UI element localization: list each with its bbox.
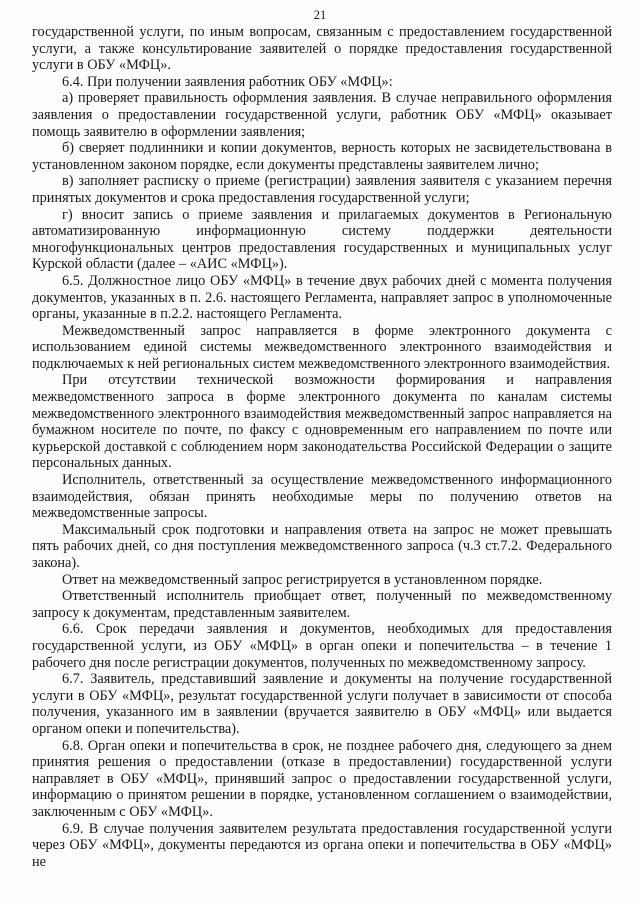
paragraph-6-4-v: в) заполняет расписку о приеме (регистрации) заявления заявителя с указанием перечня принятых документов и срока предоставления государственной услуги; bbox=[32, 173, 612, 206]
paragraph-response-registration: Ответ на межведомственный запрос регистрируется в установленном порядке. bbox=[62, 571, 543, 588]
paragraph-response-attachment: Ответственный исполнитель приобщает ответ, полученный по межведомственному запросу к документам, представленным заявителем. bbox=[32, 588, 612, 621]
paragraph-6-4-g: г) вносит запись о приеме заявления и прилагаемых документов в Региональную автоматизированную информационную систему поддержки деятельности многофункциональных центров предоставления государственных и муниципальных услуг Курской области (далее – «АИС «МФЦ»). bbox=[32, 206, 612, 273]
paragraph-6-5: 6.5. Должностное лицо ОБУ «МФЦ» в течение двух рабочих дней с момента получения документов, указанных в п. 2.6. настоящего Регламента, направляет запрос в уполномоченные органы, указанные в п.2.2. настоящего Регламента. bbox=[32, 272, 612, 323]
page-number: 21 bbox=[313, 8, 327, 22]
paragraph-6-4: 6.4. При получении заявления работник ОБУ «МФЦ»: bbox=[62, 73, 393, 90]
paragraph-6-4-a: а) проверяет правильность оформления заявления. В случае неправильного оформления заявления о предоставлении государственной услуги, работник ОБУ «МФЦ» оказывает помощь заявителю в оформлении заявления; bbox=[32, 90, 612, 140]
document-body bbox=[32, 24, 612, 870]
paragraph-executor-duty: Исполнитель, ответственный за осуществление межведомственного информационного взаимодействия, обязан принять необходимые меры по получению ответов на межведомственные запросы. bbox=[32, 472, 612, 522]
paragraph-paper-request: При отсутствии технической возможности формирования и направления межведомственного запроса в форме электронного документа по каналам системы межведомственного электронного взаимодействия межведомственный запрос направляется на бумажном носителе по почте, по факсу с одновременным его направлением по почте или курьерской доставкой с соблюдением норм законодательства Российской Федерации о защите персональных данных. bbox=[32, 372, 612, 472]
paragraph-6-7: 6.7. Заявитель, представивший заявление и документы на получение государственной услуги в ОБУ «МФЦ», результат государственной услуги получает в зависимости от способа получения, указанного им в заявлении (вручается заявителю в ОБУ «МФЦ» или выдается органом опеки и попечительства). bbox=[32, 671, 612, 737]
paragraph-6-4-b: б) сверяет подлинники и копии документов, верность которых не засвидетельствована в установленном законом порядке, если документы представлены заявителем лично; bbox=[32, 140, 612, 173]
paragraph-6-6: 6.6. Срок передачи заявления и документов, необходимых для предоставления государственной услуги, из ОБУ «МФЦ» в орган опеки и попечительства – в течение 1 рабочего дня после регистрации документов, полученных по межведомственному запросу. bbox=[32, 621, 612, 671]
paragraph-electronic-request: Межведомственный запрос направляется в форме электронного документа с использованием единой системы межведомственного электронного взаимодействия и подключаемых к ней региональных систем межведомственного электронного взаимодействия. bbox=[32, 322, 612, 372]
paragraph-6-9: 6.9. В случае получения заявителем результата предоставления государственной услуги через ОБУ «МФЦ», документы передаются из органа опеки и попечительства в ОБУ «МФЦ» не bbox=[32, 820, 612, 870]
paragraph-6-8: 6.8. Орган опеки и попечительства в срок, не позднее рабочего дня, следующего за днем принятия решения о предоставлении (отказе в предоставлении) государственной услуги направляет в ОБУ «МФЦ», принявший запрос о предоставлении государственной услуги, информацию о принятом решении в порядке, установленном соглашением о взаимодействии, заключенным с ОБУ «МФЦ». bbox=[32, 737, 612, 820]
paragraph-max-term: Максимальный срок подготовки и направления ответа на запрос не может превышать пять рабочих дней, со дня поступления межведомственного запроса (ч.3 ст.7.2. Федерального закона). bbox=[32, 521, 612, 571]
paragraph-continuation: государственной услуги, по иным вопросам, связанным с предоставлением государственной услуги, а также консультирование заявителей о порядке предоставления государственной услуги в ОБУ «МФЦ». bbox=[32, 24, 612, 74]
